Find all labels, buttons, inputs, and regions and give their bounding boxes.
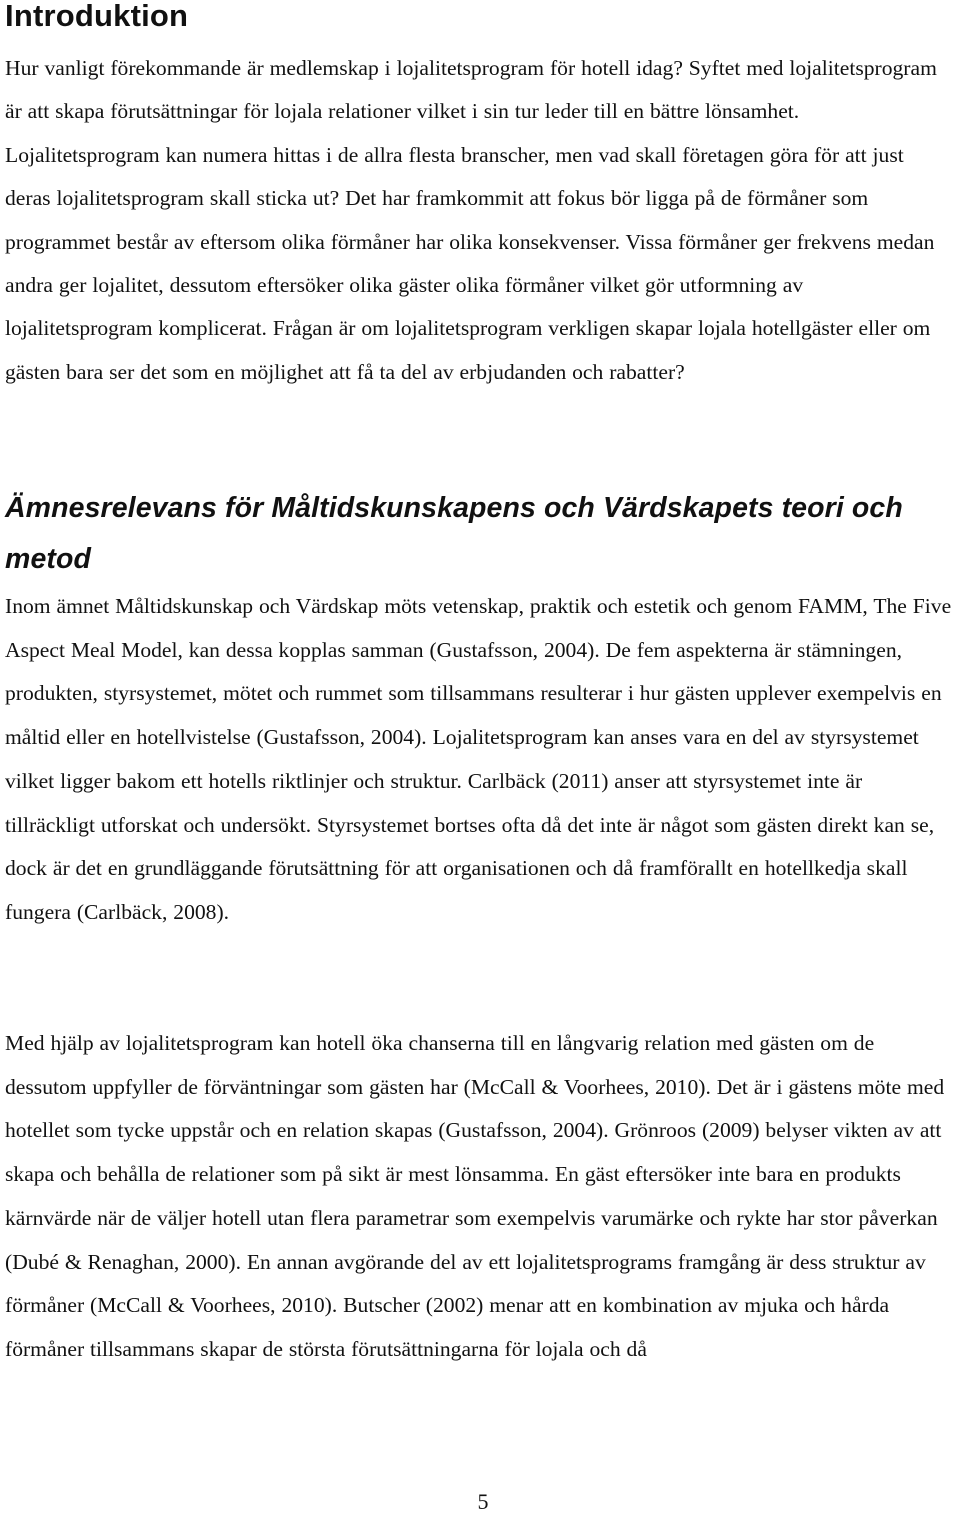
heading-introduction: Introduktion	[5, 0, 189, 33]
paragraph-subject-relevance: Inom ämnet Måltidskunskap och Värdskap möts vetenskap, praktik och estetik och genom FAMM, The Five Aspect Meal Model, kan dessa kopplas samman (Gustafsson, 2004). De fem aspekterna är stämningen, produkten, styrsystemet, mötet och rummet som tillsammans resulterar i hur gästen upplever exempelvis en måltid eller en hotellvistelse (Gustafsson, 2004). Lojalitetsprogram kan anses vara en del av styrsystemet vilket ligger bakom ett hotells riktlinjer och struktur. Carlbäck (2011) anser att styrsystemet inte är tillräckligt utforskat och undersökt. Styrsystemet bortses ofta då det inte är något som gästen direkt kan se, dock är det en grundläggande förutsättning för att organisationen och då framförallt en hotellkedja skall fungera (Carlbäck, 2008).	[5, 594, 952, 924]
page-number: 5	[477, 1489, 489, 1514]
paragraph-introduction: Hur vanligt förekommande är medlemskap i lojalitetsprogram för hotell idag? Syftet med lojalitetsprogram är att skapa förutsättningar för lojala relationer vilket i sin tur leder till en bättre lönsamhet. Lojalitetsprogram kan numera hittas i de allra flesta branscher, men vad skall företagen göra för att just deras lojalitetsprogram skall sticka ut? Det har framkommit att fokus bör ligga på de förmåner som programmet består av eftersom olika förmåner har olika konsekvenser. Vissa förmåner ger frekvens medan andra ger lojalitet, dessutom eftersöker olika gäster olika förmåner vilket gör utformning av lojalitetsprogram komplicerat. Frågan är om lojalitetsprogram verkligen skapar lojala hotellgäster eller om gästen bara ser det som en möjlighet att få ta del av erbjudanden och rabatter?	[5, 56, 937, 384]
heading-subject-relevance: Ämnesrelevans för Måltidskunskapens och Värdskapets teori och metod	[5, 492, 903, 575]
paragraph-loyalty-benefits: Med hjälp av lojalitetsprogram kan hotell öka chanserna till en långvarig relation med gästen om de dessutom uppfyller de förväntningar som gästen har (McCall & Voorhees, 2010). Det är i gästens möte med hotellet som tycke uppstår och en relation skapas (Gustafsson, 2004). Grönroos (2009) belyser vikten av att skapa och behålla de relationer som på sikt är mest lönsamma. En gäst eftersöker inte bara en produkts kärnvärde när de väljer hotell utan flera parametrar som exempelvis varumärke och rykte har stor påverkan (Dubé & Renaghan, 2000). En annan avgörande del av ett lojalitetsprograms framgång är dess struktur av förmåner (McCall & Voorhees, 2010). Butscher (2002) menar att en kombination av mjuka och hårda förmåner tillsammans skapar de största förutsättningarna för lojala och då	[5, 1031, 945, 1361]
